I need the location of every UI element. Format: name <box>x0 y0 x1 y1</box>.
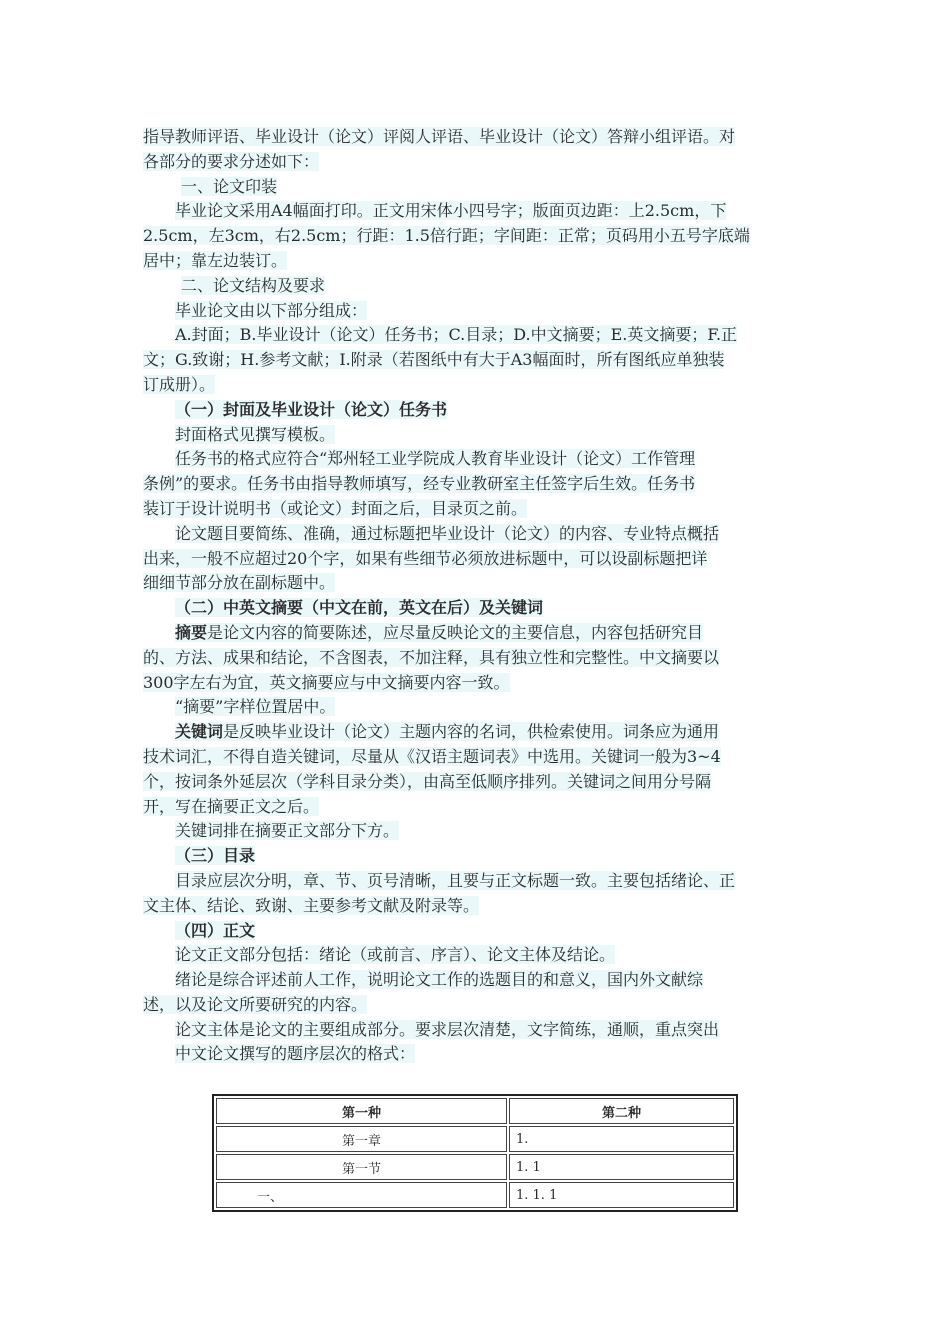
text-line <box>143 125 808 150</box>
line-text: （一）封面及毕业设计（论文）任务书 <box>175 399 448 419</box>
heading-level-table <box>212 1094 738 1212</box>
line-text: 目录应层次分明，章、节、页号清晰，且要与正文标题一致。主要包括绪论、正 <box>175 870 736 890</box>
text-line <box>143 423 808 448</box>
line-text: 一、论文印装 <box>181 176 278 196</box>
line-text: A.封面；B.毕业设计（论文）任务书；C.目录；D.中文摘要；E.英文摘要；F.正 <box>175 325 738 345</box>
line-text: 订成册）。 <box>143 374 216 394</box>
line-text: 是论文内容的简要陈述，应尽量反映论文的主要信息，内容包括研究目 <box>207 622 704 642</box>
text-line <box>143 993 808 1018</box>
text-line <box>143 199 808 224</box>
line-text: （二）中英文摘要（中文在前，英文在后）及关键词 <box>175 598 544 618</box>
text-line <box>143 373 808 398</box>
text-line <box>143 1042 808 1067</box>
line-text: 技术词汇，不得自造关键词，尽量从《汉语主题词表》中选用。关键词一般为3~4 <box>143 746 721 766</box>
text-line <box>143 795 808 820</box>
table-row <box>216 1182 734 1208</box>
table-row <box>216 1154 734 1180</box>
table-cell: 第一节 <box>216 1154 507 1180</box>
line-text: 出来，一般不应超过20个字，如果有些细节必须放进标题中，可以设副标题把详 <box>143 548 708 568</box>
text-line <box>143 720 808 745</box>
text-line <box>143 150 808 175</box>
line-text: 的、方法、成果和结论，不含图表，不加注释，具有独立性和完整性。中文摘要以 <box>143 647 720 667</box>
table-cell: 第一章 <box>216 1126 507 1152</box>
line-text: 300字左右为宜，英文摘要应与中文摘要内容一致。 <box>143 672 510 692</box>
text-line <box>143 299 808 324</box>
line-text: 任务书的格式应符合“郑州轻工业学院成人教育毕业设计（论文）工作管理 <box>175 449 696 469</box>
table-cell: 一、 <box>216 1182 507 1208</box>
line-text: 论文主体是论文的主要组成部分。要求层次清楚，文字简练，通顺，重点突出 <box>175 1019 720 1039</box>
text-line <box>143 274 808 299</box>
section-heading <box>143 919 808 944</box>
line-text: 二、论文结构及要求 <box>181 275 326 295</box>
line-text: 2.5cm，左3cm，右2.5cm；行距：1.5倍行距；字间距：正常；页码用小五号字底端 <box>143 226 750 246</box>
line-text: 述，以及论文所要研究的内容。 <box>143 994 368 1014</box>
text-line <box>143 671 808 696</box>
line-text: 关键词排在摘要正文部分下方。 <box>175 821 400 841</box>
term-lead: 摘要 <box>175 622 208 642</box>
text-line <box>143 621 808 646</box>
line-text: 文；G.致谢；H.参考文献；I.附录（若图纸中有大于A3幅面时，所有图纸应单独装 <box>143 350 725 370</box>
section-heading <box>143 844 808 869</box>
line-text: （四）正文 <box>175 920 256 940</box>
table-header-row <box>216 1098 734 1124</box>
line-text: “摘要”字样位置居中。 <box>175 697 336 717</box>
line-text: 开，写在摘要正文之后。 <box>143 796 320 816</box>
text-line <box>143 968 808 993</box>
text-line <box>143 695 808 720</box>
text-line <box>143 224 808 249</box>
line-text: 绪论是综合评述前人工作，说明论文工作的选题目的和意义，国内外文献综 <box>175 970 704 990</box>
text-line <box>143 175 808 200</box>
text-line <box>143 770 808 795</box>
text-line <box>143 943 808 968</box>
text-line <box>143 547 808 572</box>
line-text: 条例”的要求。任务书由指导教师填写，经专业教研室主任签字后生效。任务书 <box>143 474 696 494</box>
table-row <box>216 1126 734 1152</box>
line-text: 各部分的要求分述如下： <box>143 151 320 171</box>
text-line <box>143 745 808 770</box>
line-text: 封面格式见撰写模板。 <box>175 424 336 444</box>
table-cell: 1. 1 <box>509 1154 734 1180</box>
section-heading <box>143 398 808 423</box>
line-text: 是反映毕业设计（论文）主题内容的名词，供检索使用。词条应为通用 <box>223 722 720 742</box>
text-line <box>143 323 808 348</box>
line-text: 细细节部分放在副标题中。 <box>143 573 336 593</box>
table-header-cell: 第二种 <box>509 1098 734 1124</box>
line-text: 个，按词条外延层次（学科目录分类），由高至低顺序排列。关键词之间用分号隔 <box>143 771 712 791</box>
text-line <box>143 348 808 373</box>
section-heading <box>143 596 808 621</box>
line-text: 文主体、结论、致谢、主要参考文献及附录等。 <box>143 895 480 915</box>
line-text: 指导教师评语、毕业设计（论文）评阅人评语、毕业设计（论文）答辩小组评语。对 <box>143 127 736 146</box>
line-text: 毕业论文采用A4幅面打印。正文用宋体小四号字；版面页边距：上2.5cm，下 <box>175 201 727 221</box>
line-text: 毕业论文由以下部分组成： <box>175 300 368 320</box>
line-text: 装订于设计说明书（或论文）封面之后，目录页之前。 <box>143 498 528 518</box>
text-line <box>143 571 808 596</box>
table-cell: 1. <box>509 1126 734 1152</box>
text-line <box>143 869 808 894</box>
table-header-cell: 第一种 <box>216 1098 507 1124</box>
line-text: （三）目录 <box>175 846 256 866</box>
text-line <box>143 646 808 671</box>
text-line <box>143 472 808 497</box>
text-line <box>143 447 808 472</box>
text-line <box>143 1018 808 1043</box>
text-line <box>143 497 808 522</box>
text-line <box>143 249 808 274</box>
line-text: 居中；靠左边装订。 <box>143 250 288 270</box>
document-body <box>143 125 808 1067</box>
line-text: 论文正文部分包括：绪论（或前言、序言）、论文主体及结论。 <box>175 945 616 965</box>
text-line <box>143 522 808 547</box>
line-text: 论文题目要简练、准确，通过标题把毕业设计（论文）的内容、专业特点概括 <box>175 523 720 543</box>
term-lead: 关键词 <box>175 722 224 742</box>
text-line <box>143 894 808 919</box>
text-line <box>143 819 808 844</box>
line-text: 中文论文撰写的题序层次的格式： <box>175 1044 416 1064</box>
table-cell: 1. 1. 1 <box>509 1182 734 1208</box>
